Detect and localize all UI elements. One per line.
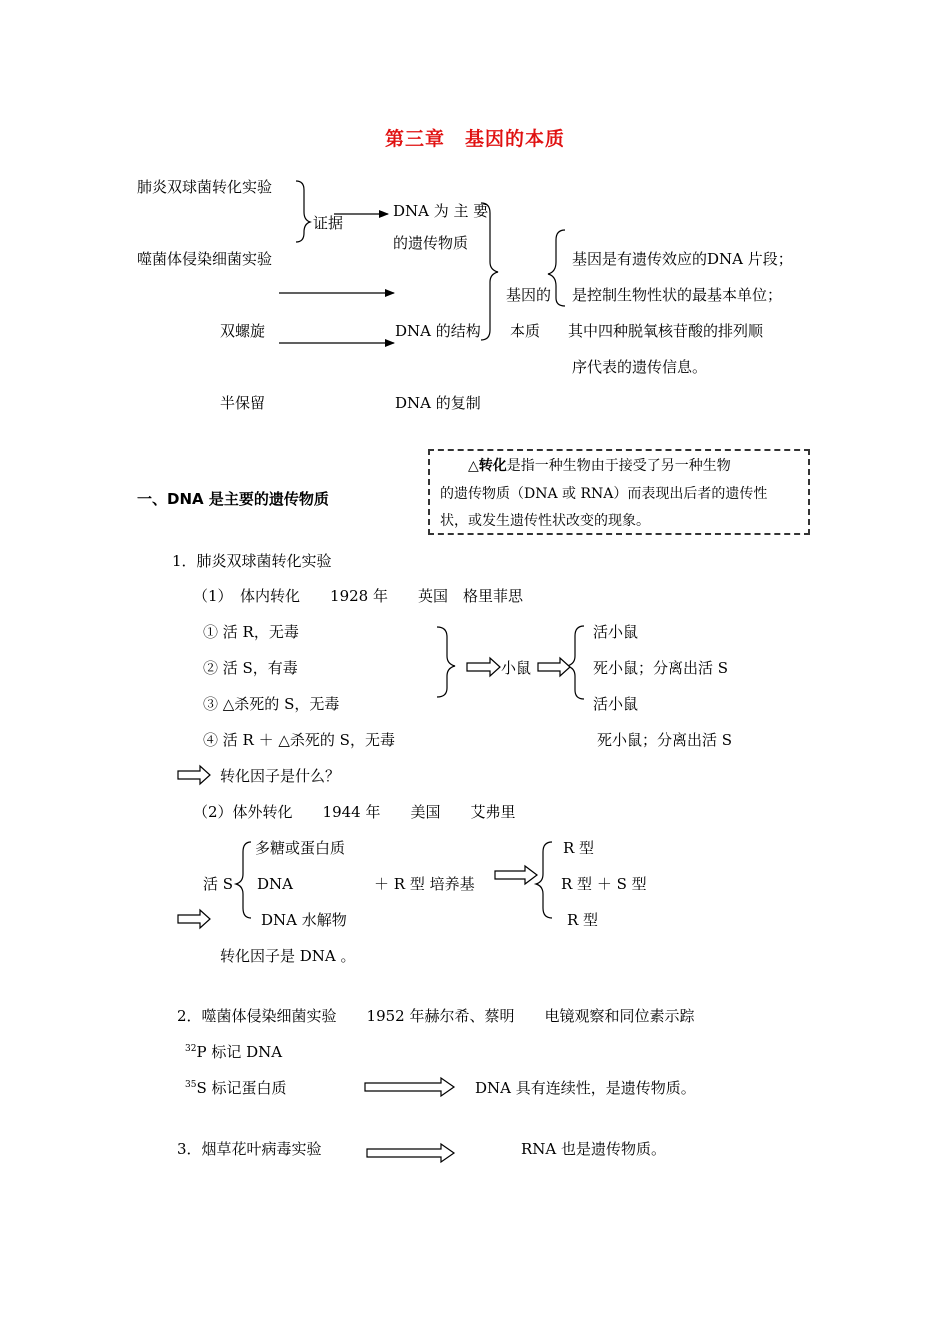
in-vivo-result4: 死小鼠；分离出活 S [597, 731, 733, 749]
brace-in-vitro-result [536, 842, 552, 918]
hollow-arrow-conclusion [178, 910, 210, 928]
in-vivo-result3: 活小鼠 [593, 695, 639, 713]
in-vivo-case3: ③ △杀死的 S，无毒 [203, 695, 340, 713]
dna-main-line1: DNA 为 主 要 [393, 202, 489, 220]
in-vitro-add3: DNA 水解物 [261, 911, 347, 929]
hollow-arrow-in-vitro [495, 866, 537, 884]
evidence-label: 证据 [313, 214, 344, 232]
mouse-label: 小鼠 [501, 659, 532, 677]
gene-essence-line1: 基因的 [506, 286, 552, 304]
gene-def-line1: 基因是有遗传效应的DNA 片段； [572, 250, 793, 268]
in-vitro-conclusion: 转化因子是 DNA 。 [220, 947, 356, 965]
section-heading: 一、DNA 是主要的遗传物质 [137, 490, 329, 508]
brace-in-vivo [437, 627, 455, 697]
hollow-arrow-to-mouse [467, 658, 500, 676]
gene-def-line4: 序代表的遗传信息。 [572, 358, 708, 376]
item2-title: 2．噬菌体侵染细菌实验 1952 年赫尔希、蔡明 电镜观察和同位素示踪 [177, 1007, 695, 1025]
sub2-title: （2）体外转化 1944 年 美国 艾弗里 [193, 803, 516, 821]
live-s-label: 活 S [203, 875, 234, 893]
double-helix-label: 双螺旋 [220, 322, 266, 340]
phage-conclusion: DNA 具有连续性，是遗传物质。 [475, 1079, 696, 1097]
note-line2: 的遗传物质（DNA 或 RNA）而表现出后者的遗传性 [440, 486, 768, 502]
transform-factor-question: 转化因子是什么？ [220, 767, 341, 785]
experiment-pneumococcus: 肺炎双球菌转化实验 [137, 178, 273, 196]
brace-in-vivo-result [567, 626, 584, 699]
note-line3: 状，或发生遗传性状改变的现象。 [440, 513, 650, 529]
s35-text: S 标记蛋白质 [196, 1079, 287, 1097]
in-vivo-result2: 死小鼠；分离出活 S [593, 659, 729, 677]
brace-in-vitro-add [236, 842, 251, 918]
page-title: 第三章 基因的本质 [384, 128, 565, 150]
in-vitro-result2: R 型 ＋ S 型 [561, 875, 647, 893]
dna-structure-label: DNA 的结构 [395, 322, 481, 340]
dna-main-line2: 的遗传物质 [393, 234, 469, 252]
hollow-arrow-phage [365, 1078, 454, 1096]
gene-def-line2: 是控制生物性状的最基本单位； [572, 286, 783, 304]
brace-evidence [296, 181, 310, 242]
brace-gene-essence [481, 203, 498, 340]
triangle-mark: △ [468, 458, 479, 474]
dna-replication-label: DNA 的复制 [395, 394, 481, 412]
hollow-arrow-from-mouse [538, 658, 570, 676]
p32-text: P 标记 DNA [196, 1043, 283, 1061]
in-vivo-case4: ④ 活 R ＋ △杀死的 S，无毒 [203, 731, 395, 749]
item1-title: 1．肺炎双球菌转化实验 [172, 552, 332, 570]
brace-gene-def [548, 230, 565, 306]
hollow-arrow-question [178, 766, 210, 784]
sub1-title: （1） 体内转化 1928 年 英国 格里菲思 [193, 587, 523, 605]
s35-superscript: 35 [185, 1080, 197, 1090]
medium-label: ＋ R 型 培养基 [374, 875, 475, 893]
experiment-phage: 噬菌体侵染细菌实验 [137, 250, 273, 268]
semi-conservative-label: 半保留 [220, 394, 266, 412]
note-term: 转化 [478, 458, 507, 474]
in-vivo-result1: 活小鼠 [593, 623, 639, 641]
in-vitro-result3: R 型 [567, 911, 599, 929]
in-vitro-result1: R 型 [563, 839, 595, 857]
hollow-arrow-tmv [367, 1144, 454, 1162]
in-vitro-add1: 多糖或蛋白质 [255, 839, 346, 857]
p32-superscript: 32 [185, 1044, 197, 1054]
note-line1-rest: 是指一种生物由于接受了另一种生物 [506, 458, 731, 474]
in-vitro-add2: DNA [257, 875, 293, 893]
in-vivo-case2: ② 活 S，有毒 [203, 659, 298, 677]
gene-def-line3: 其中四种脱氧核苷酸的排列顺 [568, 322, 764, 340]
gene-essence-line2: 本质 [510, 322, 541, 340]
tmv-conclusion: RNA 也是遗传物质。 [521, 1140, 667, 1158]
in-vivo-case1: ① 活 R，无毒 [203, 623, 299, 641]
item3-title: 3．烟草花叶病毒实验 [177, 1140, 322, 1158]
